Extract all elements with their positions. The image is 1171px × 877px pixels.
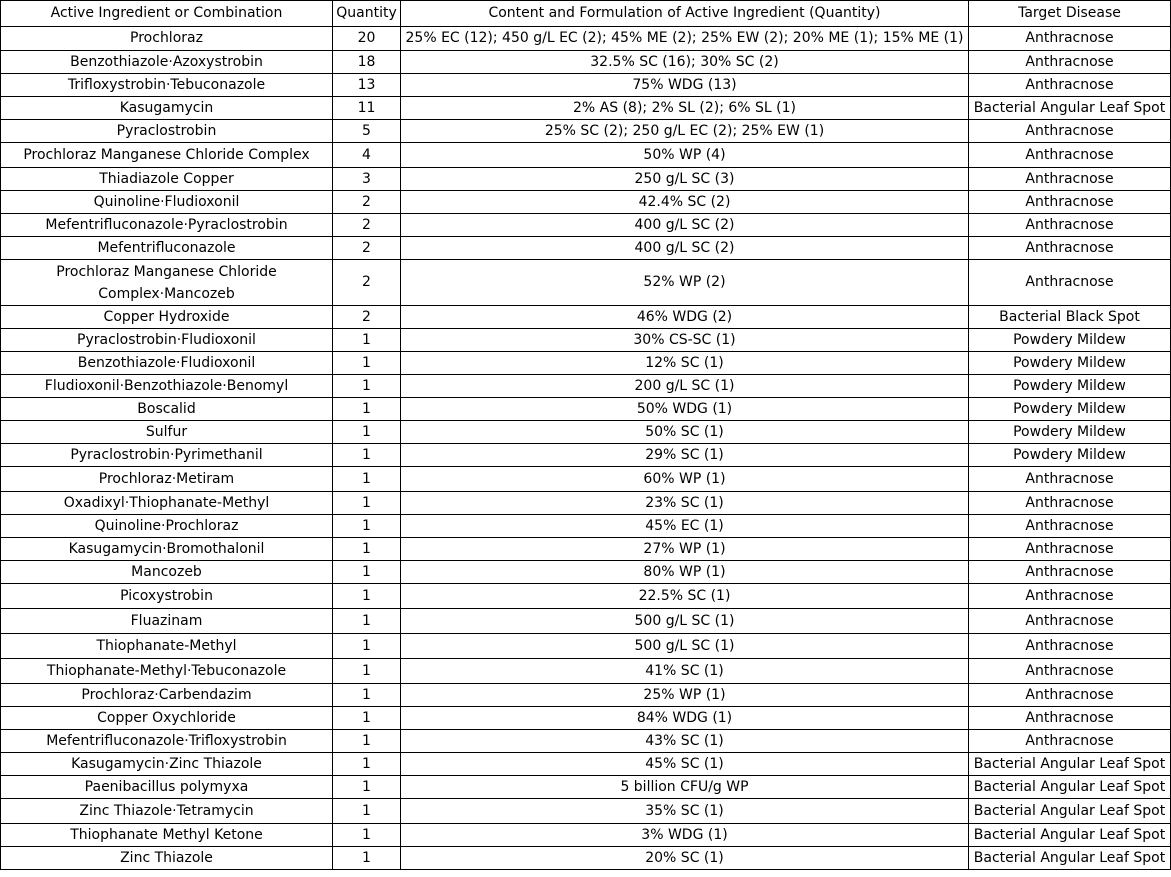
cell-target-disease: Anthracnose (969, 707, 1171, 730)
cell-formulation: 200 g/L SC (1) (401, 375, 969, 398)
table-row (1, 375, 1171, 398)
cell-ingredient: Mefentrifluconazole (1, 237, 333, 260)
cell-quantity: 1 (333, 609, 401, 634)
cell-quantity: 2 (333, 306, 401, 329)
cell-target-disease: Powdery Mildew (969, 329, 1171, 352)
cell-ingredient: Pyraclostrobin·Pyrimethanil (1, 444, 333, 467)
cell-quantity: 3 (333, 168, 401, 191)
cell-formulation: 20% SC (1) (401, 847, 969, 870)
cell-quantity: 1 (333, 799, 401, 824)
cell-quantity: 2 (333, 214, 401, 237)
cell-target-disease: Anthracnose (969, 74, 1171, 97)
cell-target-disease: Anthracnose (969, 609, 1171, 634)
cell-ingredient: Mefentrifluconazole·Trifloxystrobin (1, 730, 333, 753)
cell-target-disease: Bacterial Angular Leaf Spot (969, 753, 1171, 776)
table-row (1, 467, 1171, 492)
table-row (1, 776, 1171, 799)
cell-quantity: 11 (333, 97, 401, 120)
cell-quantity: 1 (333, 776, 401, 799)
table-header-row (1, 1, 1171, 27)
cell-quantity: 1 (333, 515, 401, 538)
cell-target-disease: Anthracnose (969, 191, 1171, 214)
table-row (1, 168, 1171, 191)
cell-ingredient: Mancozeb (1, 561, 333, 584)
table-row (1, 120, 1171, 143)
cell-target-disease: Anthracnose (969, 561, 1171, 584)
cell-ingredient: Kasugamycin (1, 97, 333, 120)
cell-quantity: 1 (333, 753, 401, 776)
cell-target-disease: Anthracnose (969, 120, 1171, 143)
table-row (1, 609, 1171, 634)
cell-formulation: 25% EC (12); 450 g/L EC (2); 45% ME (2); 25% EW (2); 20% ME (1); 15% ME (1) (401, 27, 969, 51)
cell-quantity: 1 (333, 824, 401, 847)
cell-target-disease: Anthracnose (969, 538, 1171, 561)
cell-quantity: 1 (333, 684, 401, 707)
cell-quantity: 2 (333, 191, 401, 214)
cell-formulation: 32.5% SC (16); 30% SC (2) (401, 51, 969, 74)
column-header-formulation: Content and Formulation of Active Ingredient (Quantity) (401, 1, 969, 27)
column-header-ingredient: Active Ingredient or Combination (1, 1, 333, 27)
table-row (1, 707, 1171, 730)
cell-quantity: 1 (333, 398, 401, 421)
cell-formulation: 500 g/L SC (1) (401, 609, 969, 634)
cell-target-disease: Anthracnose (969, 492, 1171, 515)
cell-formulation: 75% WDG (13) (401, 74, 969, 97)
cell-formulation: 22.5% SC (1) (401, 584, 969, 609)
cell-ingredient: Prochloraz Manganese Chloride Complex (1, 143, 333, 168)
cell-target-disease: Powdery Mildew (969, 352, 1171, 375)
table-row (1, 421, 1171, 444)
cell-formulation: 400 g/L SC (2) (401, 214, 969, 237)
cell-target-disease: Powdery Mildew (969, 375, 1171, 398)
cell-ingredient: Prochloraz·Metiram (1, 467, 333, 492)
cell-quantity: 2 (333, 237, 401, 260)
cell-quantity: 20 (333, 27, 401, 51)
cell-quantity: 1 (333, 847, 401, 870)
table-row (1, 97, 1171, 120)
cell-target-disease: Powdery Mildew (969, 421, 1171, 444)
cell-ingredient: Pyraclostrobin (1, 120, 333, 143)
cell-target-disease: Bacterial Black Spot (969, 306, 1171, 329)
table-row (1, 214, 1171, 237)
cell-target-disease: Powdery Mildew (969, 444, 1171, 467)
cell-quantity: 1 (333, 561, 401, 584)
cell-formulation: 43% SC (1) (401, 730, 969, 753)
cell-ingredient: Zinc Thiazole·Tetramycin (1, 799, 333, 824)
cell-target-disease: Anthracnose (969, 237, 1171, 260)
cell-quantity: 1 (333, 634, 401, 659)
cell-target-disease: Bacterial Angular Leaf Spot (969, 97, 1171, 120)
table-body (1, 27, 1171, 870)
cell-target-disease: Anthracnose (969, 27, 1171, 51)
cell-formulation: 80% WP (1) (401, 561, 969, 584)
cell-target-disease: Anthracnose (969, 143, 1171, 168)
cell-target-disease: Anthracnose (969, 730, 1171, 753)
cell-ingredient: Boscalid (1, 398, 333, 421)
cell-ingredient: Mefentrifluconazole·Pyraclostrobin (1, 214, 333, 237)
cell-quantity: 1 (333, 467, 401, 492)
cell-quantity: 1 (333, 352, 401, 375)
cell-ingredient: Copper Hydroxide (1, 306, 333, 329)
cell-formulation: 46% WDG (2) (401, 306, 969, 329)
cell-target-disease: Bacterial Angular Leaf Spot (969, 799, 1171, 824)
cell-formulation: 35% SC (1) (401, 799, 969, 824)
cell-ingredient: Thiophanate Methyl Ketone (1, 824, 333, 847)
table-row (1, 538, 1171, 561)
cell-ingredient: Kasugamycin·Bromothalonil (1, 538, 333, 561)
cell-ingredient: Copper Oxychloride (1, 707, 333, 730)
cell-quantity: 1 (333, 659, 401, 684)
cell-formulation: 84% WDG (1) (401, 707, 969, 730)
cell-ingredient: Fluazinam (1, 609, 333, 634)
cell-quantity: 13 (333, 74, 401, 97)
table-row (1, 492, 1171, 515)
column-header-target-disease: Target Disease (969, 1, 1171, 27)
cell-quantity: 1 (333, 584, 401, 609)
cell-ingredient: Trifloxystrobin·Tebuconazole (1, 74, 333, 97)
table-row (1, 561, 1171, 584)
cell-ingredient: Paenibacillus polymyxa (1, 776, 333, 799)
table-row (1, 329, 1171, 352)
cell-target-disease: Bacterial Angular Leaf Spot (969, 776, 1171, 799)
cell-formulation: 500 g/L SC (1) (401, 634, 969, 659)
table-row (1, 260, 1171, 306)
cell-target-disease: Anthracnose (969, 684, 1171, 707)
cell-target-disease: Powdery Mildew (969, 398, 1171, 421)
table-row (1, 74, 1171, 97)
cell-formulation: 50% SC (1) (401, 421, 969, 444)
cell-formulation: 23% SC (1) (401, 492, 969, 515)
table-row (1, 27, 1171, 51)
table-row (1, 398, 1171, 421)
column-header-quantity: Quantity (333, 1, 401, 27)
cell-formulation: 50% WP (4) (401, 143, 969, 168)
table-row (1, 584, 1171, 609)
cell-quantity: 1 (333, 421, 401, 444)
cell-formulation: 52% WP (2) (401, 260, 969, 306)
cell-formulation: 50% WDG (1) (401, 398, 969, 421)
cell-formulation: 3% WDG (1) (401, 824, 969, 847)
cell-formulation: 12% SC (1) (401, 352, 969, 375)
cell-ingredient: Kasugamycin·Zinc Thiazole (1, 753, 333, 776)
cell-ingredient: Thiophanate-Methyl (1, 634, 333, 659)
table-row (1, 730, 1171, 753)
cell-ingredient: Prochloraz·Carbendazim (1, 684, 333, 707)
cell-ingredient: Prochloraz (1, 27, 333, 51)
cell-quantity: 1 (333, 329, 401, 352)
table-row (1, 51, 1171, 74)
cell-ingredient: Thiophanate-Methyl·Tebuconazole (1, 659, 333, 684)
cell-ingredient: Pyraclostrobin·Fludioxonil (1, 329, 333, 352)
table-row (1, 634, 1171, 659)
cell-quantity: 1 (333, 730, 401, 753)
table-row (1, 847, 1171, 870)
table-row (1, 659, 1171, 684)
table-row (1, 143, 1171, 168)
cell-target-disease: Anthracnose (969, 467, 1171, 492)
cell-target-disease: Anthracnose (969, 634, 1171, 659)
cell-formulation: 45% SC (1) (401, 753, 969, 776)
cell-ingredient: Prochloraz Manganese Chloride Complex·Mancozeb (1, 260, 333, 306)
cell-formulation: 27% WP (1) (401, 538, 969, 561)
cell-target-disease: Anthracnose (969, 51, 1171, 74)
cell-formulation: 42.4% SC (2) (401, 191, 969, 214)
table-row (1, 444, 1171, 467)
cell-quantity: 1 (333, 444, 401, 467)
cell-formulation: 30% CS-SC (1) (401, 329, 969, 352)
cell-ingredient: Sulfur (1, 421, 333, 444)
table-row (1, 515, 1171, 538)
cell-ingredient: Zinc Thiazole (1, 847, 333, 870)
cell-target-disease: Bacterial Angular Leaf Spot (969, 824, 1171, 847)
cell-formulation: 41% SC (1) (401, 659, 969, 684)
cell-formulation: 25% WP (1) (401, 684, 969, 707)
cell-formulation: 2% AS (8); 2% SL (2); 6% SL (1) (401, 97, 969, 120)
cell-target-disease: Anthracnose (969, 659, 1171, 684)
table-row (1, 306, 1171, 329)
cell-target-disease: Bacterial Angular Leaf Spot (969, 847, 1171, 870)
table-row (1, 684, 1171, 707)
cell-quantity: 5 (333, 120, 401, 143)
cell-formulation: 25% SC (2); 250 g/L EC (2); 25% EW (1) (401, 120, 969, 143)
cell-quantity: 1 (333, 707, 401, 730)
cell-ingredient: Benzothiazole·Fludioxonil (1, 352, 333, 375)
cell-quantity: 18 (333, 51, 401, 74)
cell-target-disease: Anthracnose (969, 214, 1171, 237)
cell-ingredient: Quinoline·Prochloraz (1, 515, 333, 538)
cell-quantity: 1 (333, 375, 401, 398)
cell-ingredient: Benzothiazole·Azoxystrobin (1, 51, 333, 74)
cell-quantity: 1 (333, 492, 401, 515)
table-row (1, 799, 1171, 824)
cell-target-disease: Anthracnose (969, 260, 1171, 306)
cell-formulation: 45% EC (1) (401, 515, 969, 538)
table-row (1, 191, 1171, 214)
cell-ingredient: Fludioxonil·Benzothiazole·Benomyl (1, 375, 333, 398)
cell-quantity: 4 (333, 143, 401, 168)
table-row (1, 352, 1171, 375)
cell-formulation: 60% WP (1) (401, 467, 969, 492)
cell-target-disease: Anthracnose (969, 515, 1171, 538)
cell-quantity: 1 (333, 538, 401, 561)
cell-formulation: 250 g/L SC (3) (401, 168, 969, 191)
cell-ingredient: Quinoline·Fludioxonil (1, 191, 333, 214)
cell-formulation: 5 billion CFU/g WP (401, 776, 969, 799)
cell-formulation: 400 g/L SC (2) (401, 237, 969, 260)
table-row (1, 753, 1171, 776)
cell-ingredient: Thiadiazole Copper (1, 168, 333, 191)
table-row (1, 237, 1171, 260)
table-row (1, 824, 1171, 847)
cell-target-disease: Anthracnose (969, 168, 1171, 191)
cell-formulation: 29% SC (1) (401, 444, 969, 467)
cell-ingredient: Picoxystrobin (1, 584, 333, 609)
cell-quantity: 2 (333, 260, 401, 306)
cell-target-disease: Anthracnose (969, 584, 1171, 609)
cell-ingredient: Oxadixyl·Thiophanate-Methyl (1, 492, 333, 515)
